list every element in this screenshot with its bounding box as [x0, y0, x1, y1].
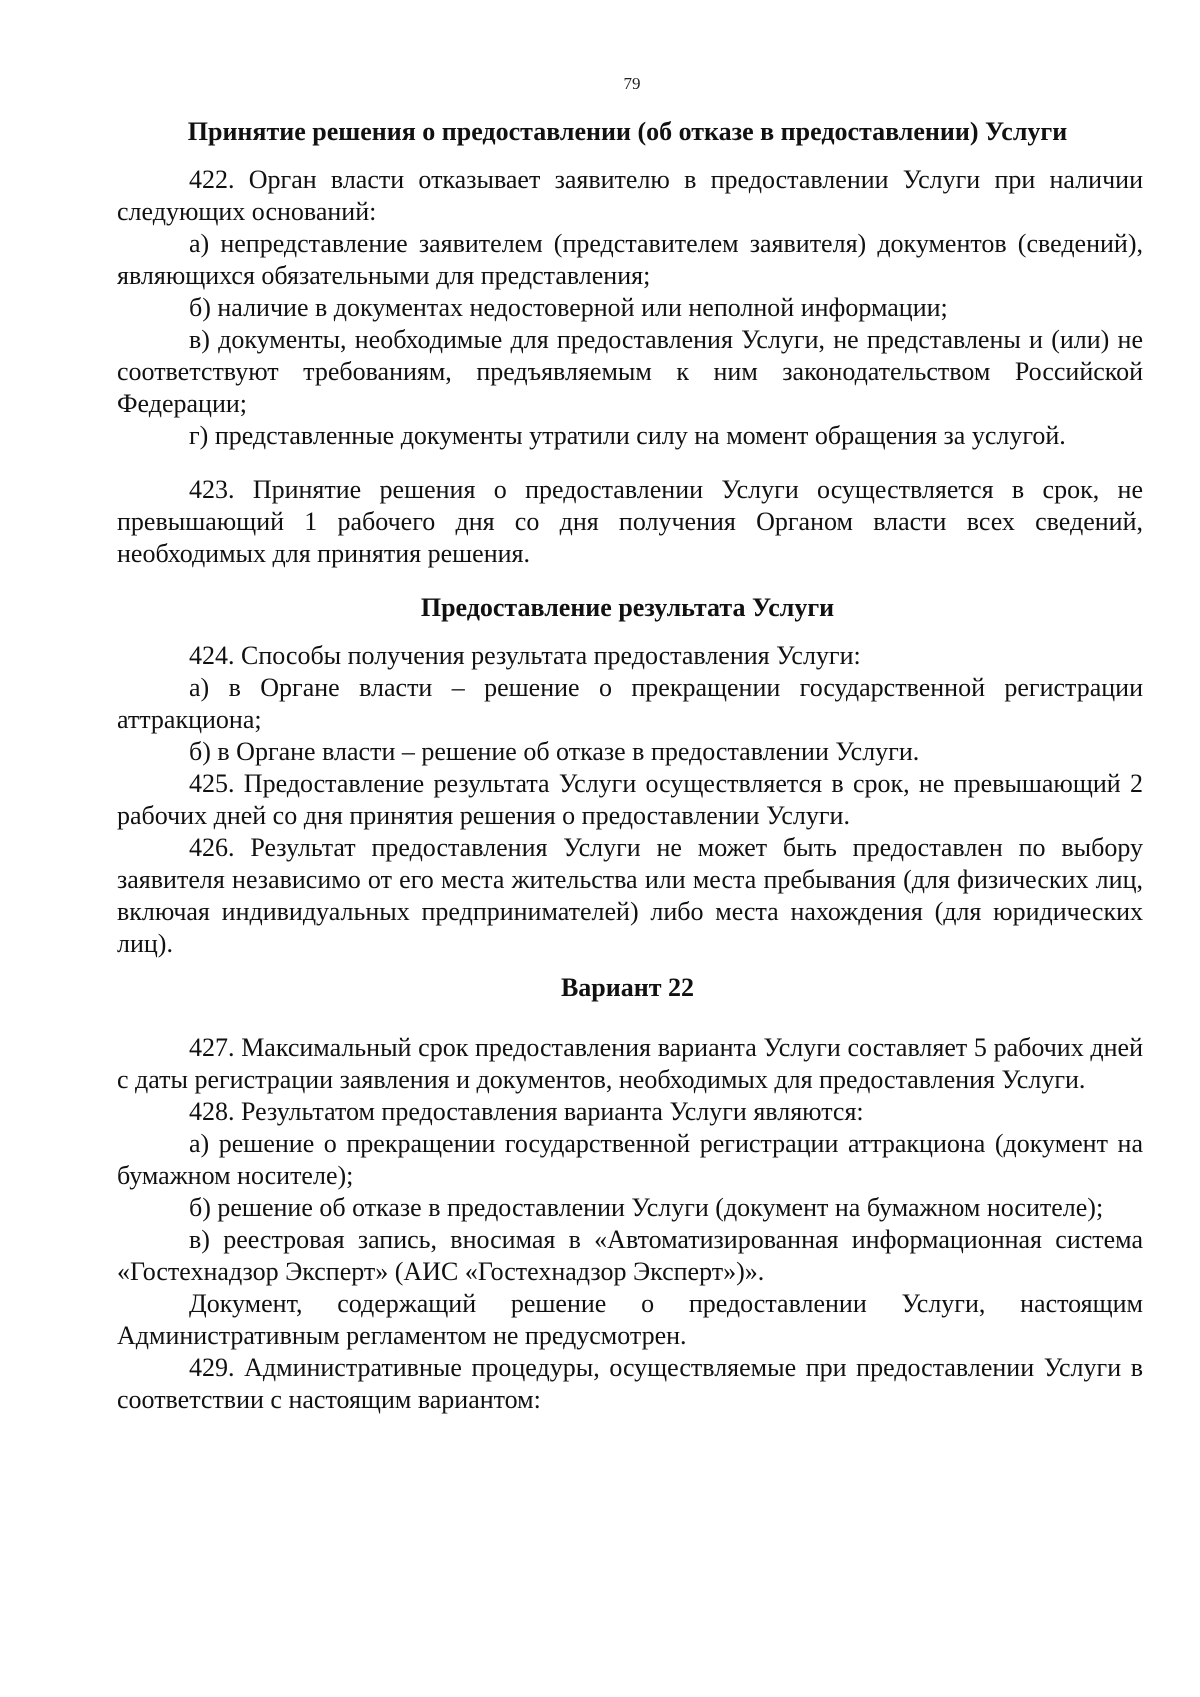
paragraph-422-b: б) наличие в документах недостоверной или неполной информации;: [189, 293, 948, 322]
section-heading-decision: Принятие решения о предоставлении (об отказе в предоставлении) Услуги: [187, 117, 1068, 146]
paragraph-no-decision-document: Документ, содержащий решение о предоставлении Услуги, настоящим Административным регламентом не предусмотрен.: [117, 1289, 1143, 1350]
paragraph-428-a: а) решение о прекращении государственной регистрации аттракциона (документ на бумажном носителе);: [117, 1129, 1143, 1190]
paragraph-422-a: а) непредставление заявителем (представителем заявителя) документов (сведений), являющихся обязательными для представления;: [117, 229, 1143, 290]
paragraph-426: 426. Результат предоставления Услуги не может быть предоставлен по выбору заявителя независимо от его места жительства или места пребывания (для физических лиц, включая индивидуальных предпринимателей) либо места нахождения (для юридических лиц).: [117, 833, 1143, 958]
section-heading-variant: Вариант 22: [560, 973, 695, 1002]
section-heading-result: Предоставление результата Услуги: [420, 593, 835, 622]
paragraph-428: 428. Результатом предоставления варианта Услуги являются:: [189, 1097, 864, 1126]
paragraph-429: 429. Административные процедуры, осуществляемые при предоставлении Услуги в соответствии с настоящим вариантом:: [117, 1353, 1143, 1414]
paragraph-424-a: а) в Органе власти – решение о прекращении государственной регистрации аттракциона;: [117, 673, 1143, 734]
paragraph-428-v: в) реестровая запись, вносимая в «Автоматизированная информационная система «Гостехнадзор Эксперт» (АИС «Гостехнадзор Эксперт»)».: [117, 1225, 1143, 1286]
paragraph-424-b: б) в Органе власти – решение об отказе в предоставлении Услуги.: [189, 737, 920, 766]
paragraph-422-v: в) документы, необходимые для предоставления Услуги, не представлены и (или) не соответствуют требованиям, предъявляемым к ним законодательством Российской Федерации;: [117, 325, 1143, 418]
paragraph-424: 424. Способы получения результата предоставления Услуги:: [189, 641, 861, 670]
paragraph-422: 422. Орган власти отказывает заявителю в предоставлении Услуги при наличии следующих оснований:: [117, 165, 1143, 226]
section-body-decision: [117, 164, 1143, 570]
paragraph-427: 427. Максимальный срок предоставления варианта Услуги составляет 5 рабочих дней с даты регистрации заявления и документов, необходимых для предоставления Услуги.: [117, 1033, 1143, 1094]
section-body-result: [117, 640, 1143, 960]
page-number: 79: [623, 74, 641, 93]
paragraph-422-g: г) представленные документы утратили силу на момент обращения за услугой.: [189, 421, 1066, 450]
paragraph-425: 425. Предоставление результата Услуги осуществляется в срок, не превышающий 2 рабочих дней со дня принятия решения о предоставлении Услуги.: [117, 769, 1143, 830]
paragraph-423: 423. Принятие решения о предоставлении Услуги осуществляется в срок, не превышающий 1 рабочего дня со дня получения Органом власти всех сведений, необходимых для принятия решения.: [117, 475, 1143, 568]
section-body-variant: [117, 1032, 1143, 1416]
paragraph-428-b: б) решение об отказе в предоставлении Услуги (документ на бумажном носителе);: [189, 1193, 1104, 1222]
